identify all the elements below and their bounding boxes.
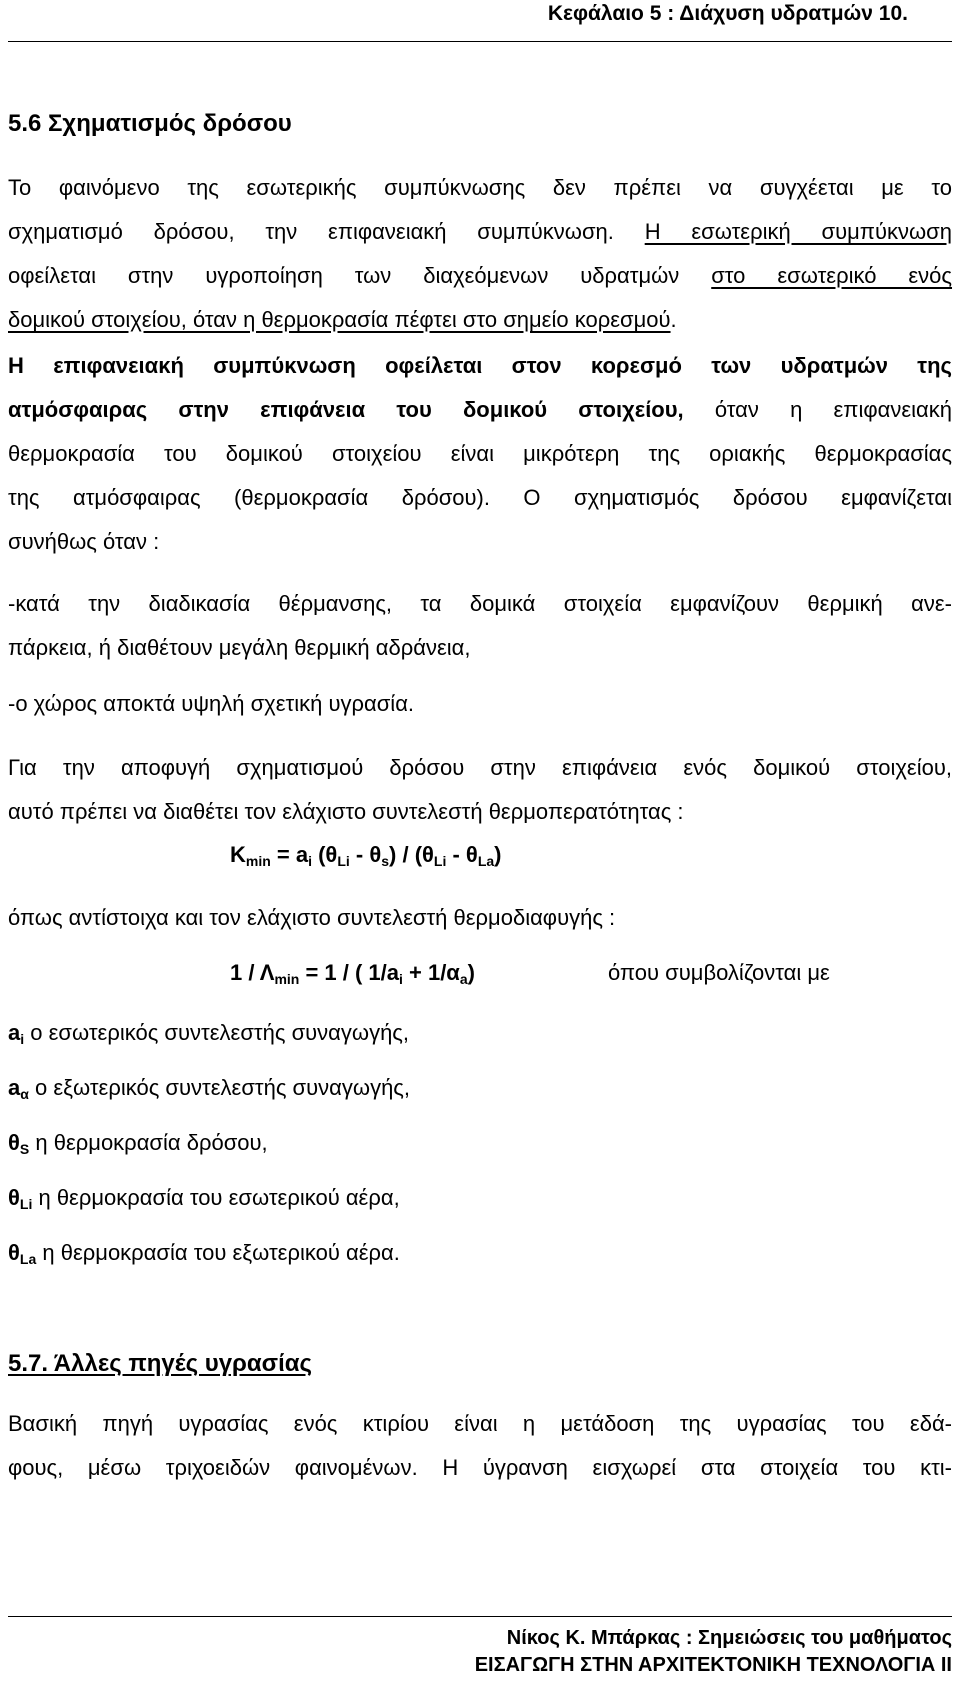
p1-line-4 (8, 298, 952, 342)
p2-line-2 (8, 388, 952, 432)
symbol-item: $\theta_{La}$ η θερμοκρασία του εξωτερικού αέρα. (8, 1240, 400, 1267)
formula-kmin: $K_{min} = a_i$ $(\theta_{Li} - \theta_s) / (\theta_{Li} - \theta_{La})$ (230, 842, 502, 869)
p1-underlined-1: Η εσωτερική συμπύκνωση (644, 219, 952, 244)
section-heading-5-7: 5.7. Άλλες πηγές υγρασίας (8, 1350, 312, 1377)
cond1-line-2: πάρκεια, ή διαθέτουν μεγάλη θερμική αδράνεια, (8, 635, 471, 660)
condition-2: -ο χώρος αποκτά υψηλή σχετική υγρασία. (8, 691, 415, 716)
p3-line-2: αυτό πρέπει να διαθέτει τον ελάχιστο συντελεστή θερμοπερατότητας : (8, 799, 684, 824)
footer-author: Νίκος Κ. Μπάρκας : Σημειώσεις του μαθήματος (506, 1627, 952, 1649)
p1-line-3-text: οφείλεται στην υγροποίηση των διαχεόμενων υδρατμών (8, 263, 712, 288)
p2-line-4: της ατμόσφαιρας (θερμοκρασία δρόσου). Ο σχηματισμός δρόσου εμφανίζεται (8, 485, 952, 510)
s57-line-1: Βασική πηγή υγρασίας ενός κτιρίου είναι η μετάδοση της υγρασίας του εδά- (8, 1411, 952, 1436)
s57-line-2: φους, μέσω τριχοειδών φαινομένων. Η ύγρανση εισχωρεί στα στοιχεία του κτι- (8, 1455, 952, 1480)
p1-line-2-text: σχηματισμό δρόσου, την επιφανειακή συμπύκνωση. (8, 219, 645, 244)
p2-line-2-text: όταν η επιφανειακή (683, 397, 953, 422)
p2-line-5: συνήθως όταν : (8, 529, 160, 554)
p2-line-1 (8, 344, 952, 388)
paragraph-4: όπως αντίστοιχα και τον ελάχιστο συντελεστή θερμοδιαφυγής : (8, 905, 616, 930)
p2-bold-2: ατμόσφαιρας στην επιφάνεια του δομικού στοιχείου, (8, 397, 684, 422)
symbol-item: $a_i$ ο εσωτερικός συντελεστής συναγωγής, (8, 1020, 410, 1047)
formula-note: όπου συμβολίζονται με (608, 960, 830, 985)
symbol-item: $\theta_{Li}$ η θερμοκρασία του εσωτερικού αέρα, (8, 1185, 400, 1212)
p1-underlined-2: στο εσωτερικό ενός (711, 263, 953, 288)
p2-bold-1: Η επιφανειακή συμπύκνωση οφείλεται στον κορεσμό των υδρατμών της (8, 353, 952, 378)
p2-line-3: θερμοκρασία του δομικού στοιχείου είναι μικρότερη της οριακής θερμοκρασίας (8, 441, 952, 466)
p1-underlined-3: δομικού στοιχείου, όταν η θερμοκρασία πέφτει στο σημείο κορεσμού (8, 307, 671, 332)
p1-line-3 (8, 254, 952, 298)
p1-period: . (670, 307, 677, 332)
running-header: Κεφάλαιο 5 : Διάχυση υδρατμών 10. (547, 2, 908, 25)
symbol-item: $a_\alpha$ ο εξωτερικός συντελεστής συναγωγής, (8, 1075, 411, 1102)
p3-line-1: Για την αποφυγή σχηματισμού δρόσου στην επιφάνεια ενός δομικού στοιχείου, (8, 755, 952, 780)
section-heading-5-6: 5.6 Σχηματισμός δρόσου (8, 110, 292, 137)
p1-line-1: Το φαινόμενο της εσωτερικής συμπύκνωσης δεν πρέπει να συγχέεται με το (8, 175, 952, 200)
header-rule (8, 41, 952, 42)
p1-line-2 (8, 210, 952, 254)
formula-lambda-min: $1 / \Lambda_{min} = 1$ / ( $1/a_i + 1/\alpha_a$) (230, 960, 475, 987)
footer-rule (8, 1616, 952, 1617)
cond1-line-1: -κατά την διαδικασία θέρμανσης, τα δομικά στοιχεία εμφανίζουν θερμική ανε- (8, 591, 952, 616)
footer-course: ΕΙΣΑΓΩΓΗ ΣΤΗΝ ΑΡΧΙΤΕΚΤΟΝΙΚΗ ΤΕΧΝΟΛΟΓΙΑ ΙΙ (474, 1654, 952, 1676)
symbol-item: $\theta_S$ η θερμοκρασία δρόσου, (8, 1130, 268, 1157)
